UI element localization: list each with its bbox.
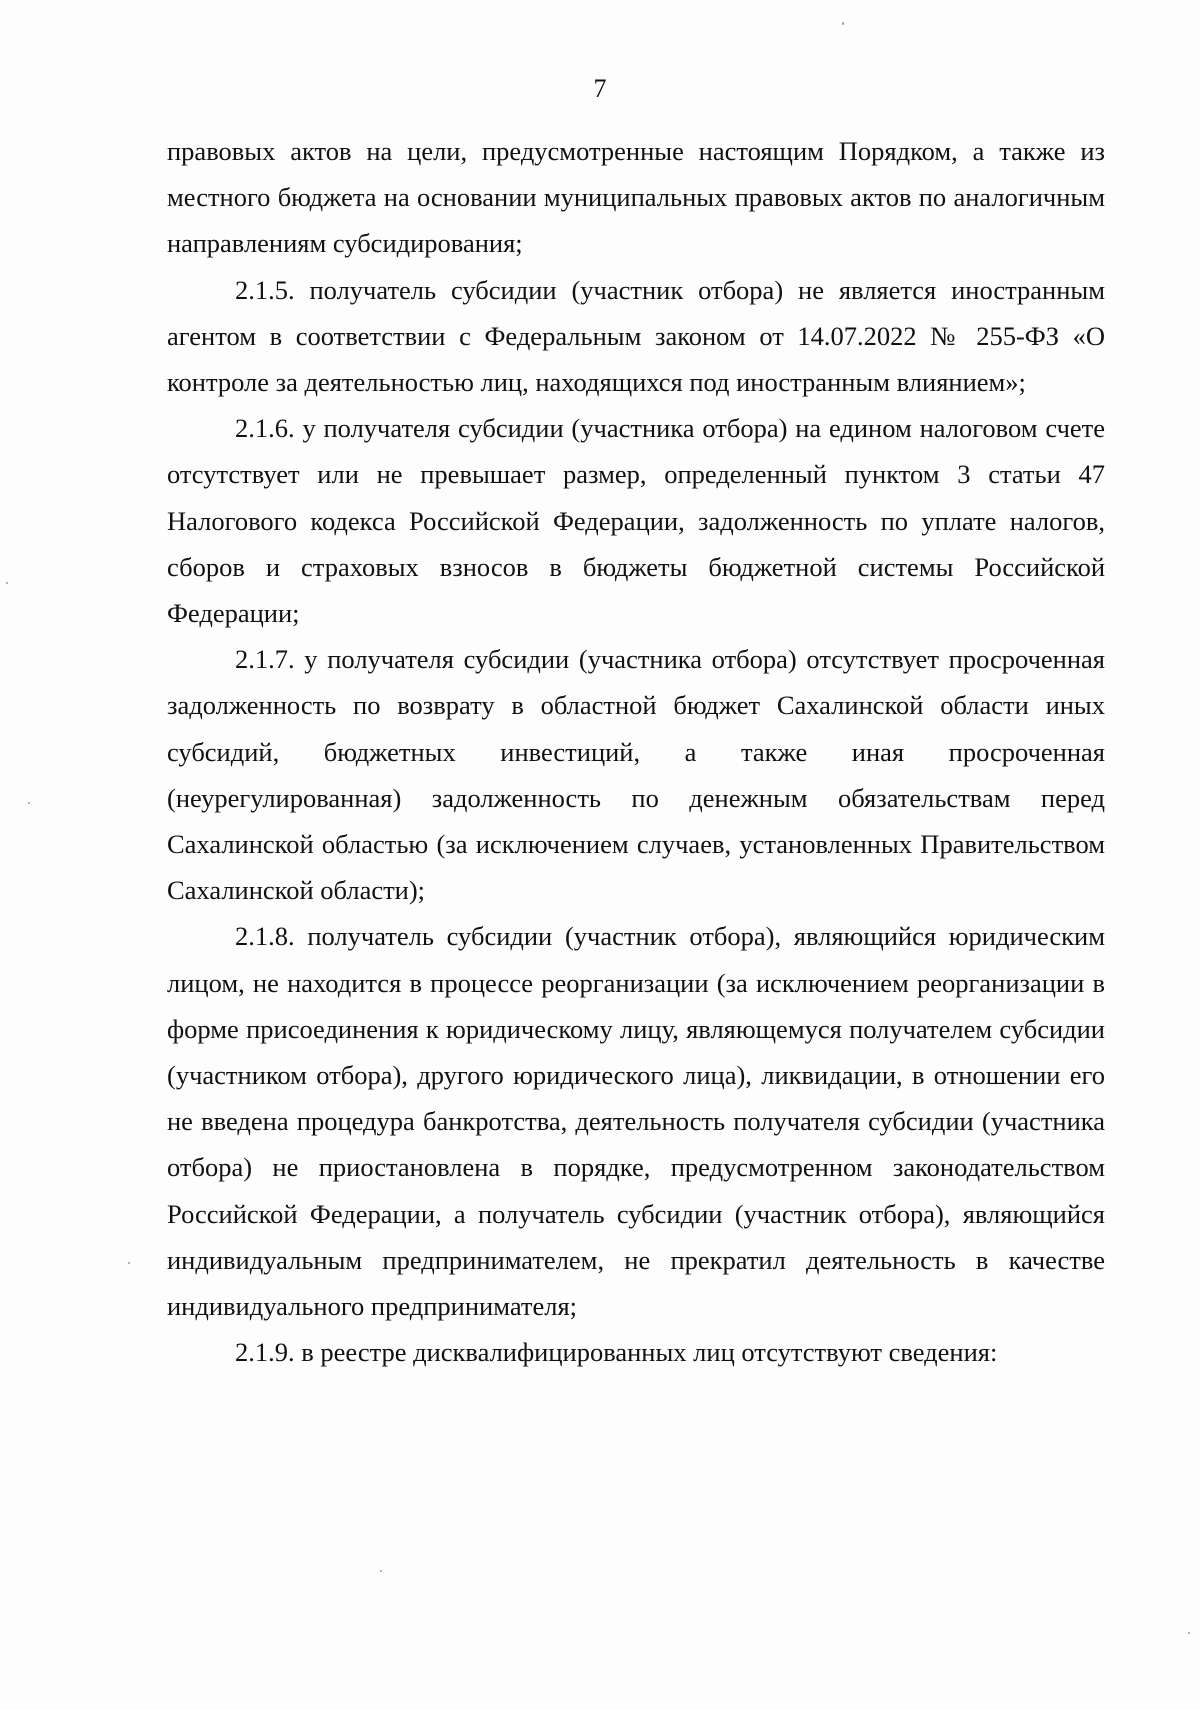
scan-speck (28, 802, 30, 804)
document-body (167, 128, 1105, 1375)
paragraph-2-1-7: 2.1.7. у получателя субсидии (участника отбора) отсутствует просроченная задолженность по возврату в областной бюджет Сахалинской области иных субсидий, бюджетных инвестиций, а также иная просроченная (неурегулированная) задолженность по денежным обязательствам перед Сахалинской областью (за исключением случаев, установленных Правительством Сахалинской области); (167, 644, 1105, 906)
paragraph-2-1-5: 2.1.5. получатель субсидии (участник отбора) не является иностранным агентом в соответствии с Федеральным законом от 14.07.2022 № 255-ФЗ «О контроле за деятельностью лиц, находящихся под иностранным влиянием»; (167, 274, 1105, 398)
scan-speck (128, 1262, 130, 1264)
paragraph-2-1-9: 2.1.9. в реестре дисквалифицированных лиц отсутствуют сведения: (235, 1337, 998, 1368)
paragraph-2-1-6: 2.1.6. у получателя субсидии (участника отбора) на едином налоговом счете отсутствует или не превышает размер, определенный пунктом 3 статьи 47 Налогового кодекса Российской Федерации, задолженность по уплате налогов, сборов и страховых взносов в бюджеты бюджетной системы Российской Федерации; (167, 413, 1105, 629)
paragraph-2-1-8: 2.1.8. получатель субсидии (участник отбора), являющийся юридическим лицом, не находится в процессе реорганизации (за исключением реорганизации в форме присоединения к юридическому лицу, являющемуся получателем субсидии (участником отбора), другого юридического лица), ликвидации, в отношении его не введена процедура банкротства, деятельность получателя субсидии (участника отбора) не приостановлена в порядке, предусмотренном законодательством Российской Федерации, а получатель субсидии (участник отбора), являющийся индивидуальным предпринимателем, не прекратил деятельность в качестве индивидуального предпринимателя; (167, 921, 1105, 1322)
scan-speck (380, 1570, 382, 1572)
scan-speck (1188, 1632, 1190, 1634)
page-number: 7 (593, 74, 607, 103)
scan-speck (6, 582, 8, 584)
scan-speck (842, 22, 844, 25)
paragraph-continuation: правовых актов на цели, предусмотренные настоящим Порядком, а также из местного бюджета на основании муниципальных правовых актов по аналогичным направлениям субсидирования; (167, 136, 1105, 259)
